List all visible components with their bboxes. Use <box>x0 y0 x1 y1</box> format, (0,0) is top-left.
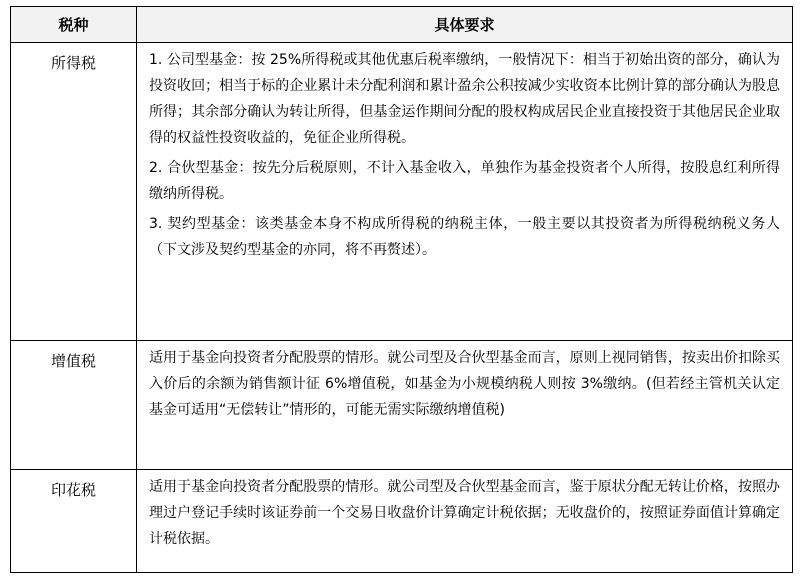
header-requirements: 具体要求 <box>137 7 793 43</box>
requirement-paragraph: 2. 合伙型基金：按先分后税原则，不计入基金收入，单独作为基金投资者个人所得，按股息红利所得缴纳所得税。 <box>149 160 780 202</box>
tax-type-cell: 印花税 <box>11 470 137 573</box>
requirement-paragraph: 3. 契约型基金：该类基金本身不构成所得税的纳税主体，一般主要以其投资者为所得税纳税义务人（下文涉及契约型基金的亦同，将不再赘述）。 <box>149 216 780 258</box>
table-row-income-tax <box>11 43 793 341</box>
requirements-cell <box>137 470 793 573</box>
tax-type-cell: 增值税 <box>11 341 137 470</box>
requirement-paragraph: 1. 公司型基金：按 25%所得税或其他优惠后税率缴纳，一般情况下：相当于初始出资的部分，确认为投资收回；相当于标的企业累计未分配利润和累计盈余公积按减少实收资本比例计算的部分确认为股息所得；其余部分确认为转让所得，但基金运作期间分配的股权构成居民企业直接投资于其他居民企业取得的权益性投资收益的，免征企业所得税。 <box>149 52 780 146</box>
table-row-vat <box>11 341 793 470</box>
requirement-paragraph: 适用于基金向投资者分配股票的情形。就公司型及合伙型基金而言，鉴于原状分配无转让价格，按照办理过户登记手续时该证券前一个交易日收盘价计算确定计税依据；无收盘价的，按照证券面值计算确定计税依据。 <box>149 479 780 547</box>
requirement-paragraph: 适用于基金向投资者分配股票的情形。就公司型及合伙型基金而言，原则上视同销售，按卖出价扣除买入价后的余额为销售额计征 6%增值税，如基金为小规模纳税人则按 3%缴纳。(但若经主管机关认定基金可适用“无偿转让”情形的，可能无需实际缴纳增值税) <box>149 350 780 418</box>
requirements-cell <box>137 43 793 341</box>
tax-requirements-table <box>10 6 793 573</box>
requirements-cell <box>137 341 793 470</box>
table-row-stamp-duty <box>11 470 793 573</box>
table-header-row <box>11 7 793 43</box>
header-tax-type: 税种 <box>11 7 137 43</box>
tax-type-cell: 所得税 <box>11 43 137 341</box>
